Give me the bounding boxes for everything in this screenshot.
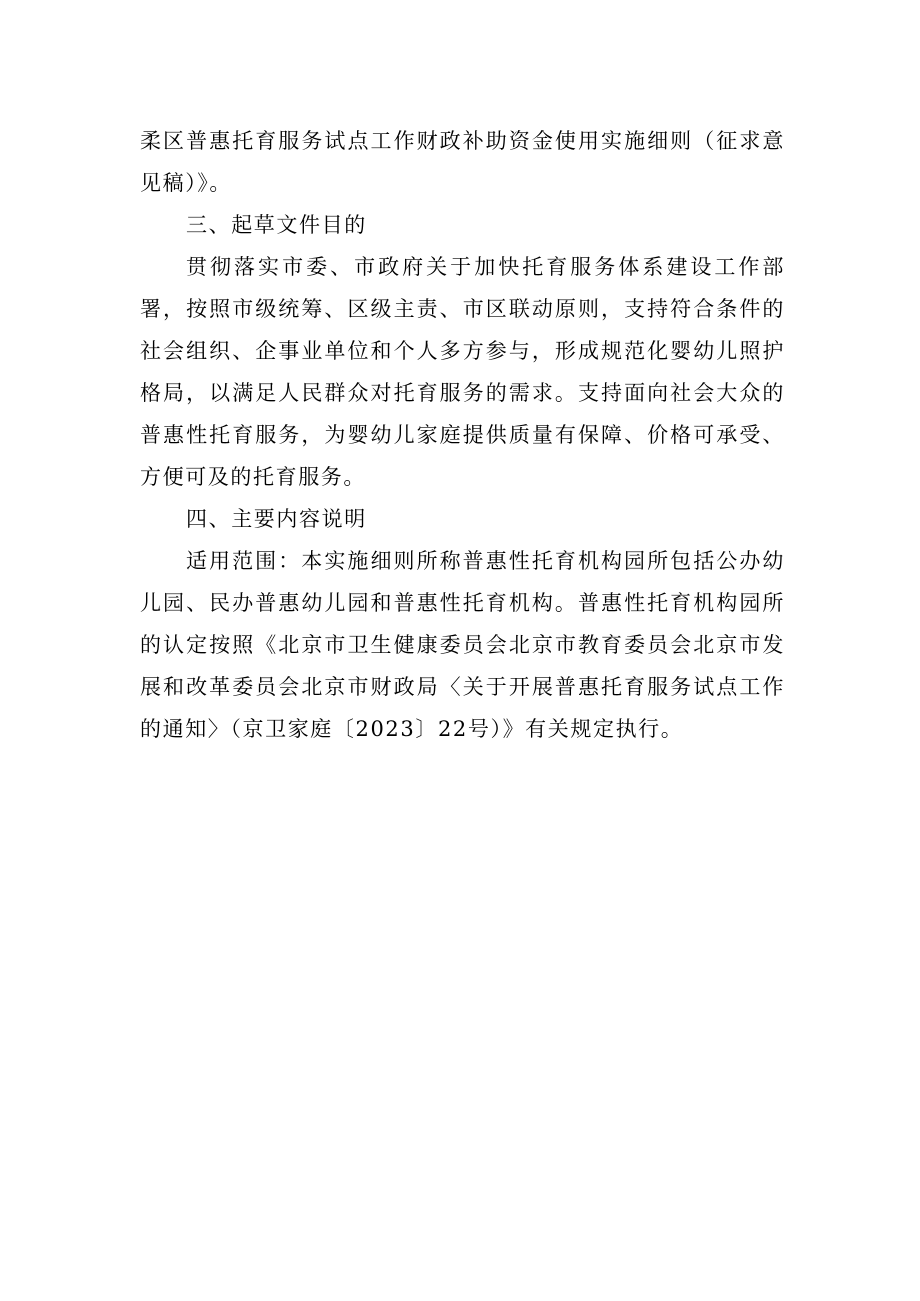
paragraph-drafting-purpose: 贯彻落实市委、市政府关于加快托育服务体系建设工作部署，按照市级统筹、区级主责、市区联动原则，支持符合条件的社会组织、企事业单位和个人多方参与，形成规范化婴幼儿照护格局，以满足人民群众对托育服务的需求。支持面向社会大众的普惠性托育服务，为婴幼儿家庭提供质量有保障、价格可承受、方便可及的托育服务。 — [140, 255, 785, 489]
paragraph-scope: 适用范围：本实施细则所称普惠性托育机构园所包括公办幼儿园、民办普惠幼儿园和普惠性托育机构。普惠性托育机构园所的认定按照《北京市卫生健康委员会北京市教育委员会北京市发展和改革委员会北京市财政局〈关于开展普惠托育服务试点工作的通知〉（京卫家庭〔2023〕22号）》有关规定执行。 — [140, 549, 785, 741]
section-heading-main-content: 四、主要内容说明 — [186, 507, 367, 531]
paragraph-continuation: 柔区普惠托育服务试点工作财政补助资金使用实施细则（征求意见稿）》。 — [140, 129, 785, 195]
document-body — [140, 120, 785, 750]
section-heading-drafting-purpose: 三、起草文件目的 — [186, 213, 367, 237]
